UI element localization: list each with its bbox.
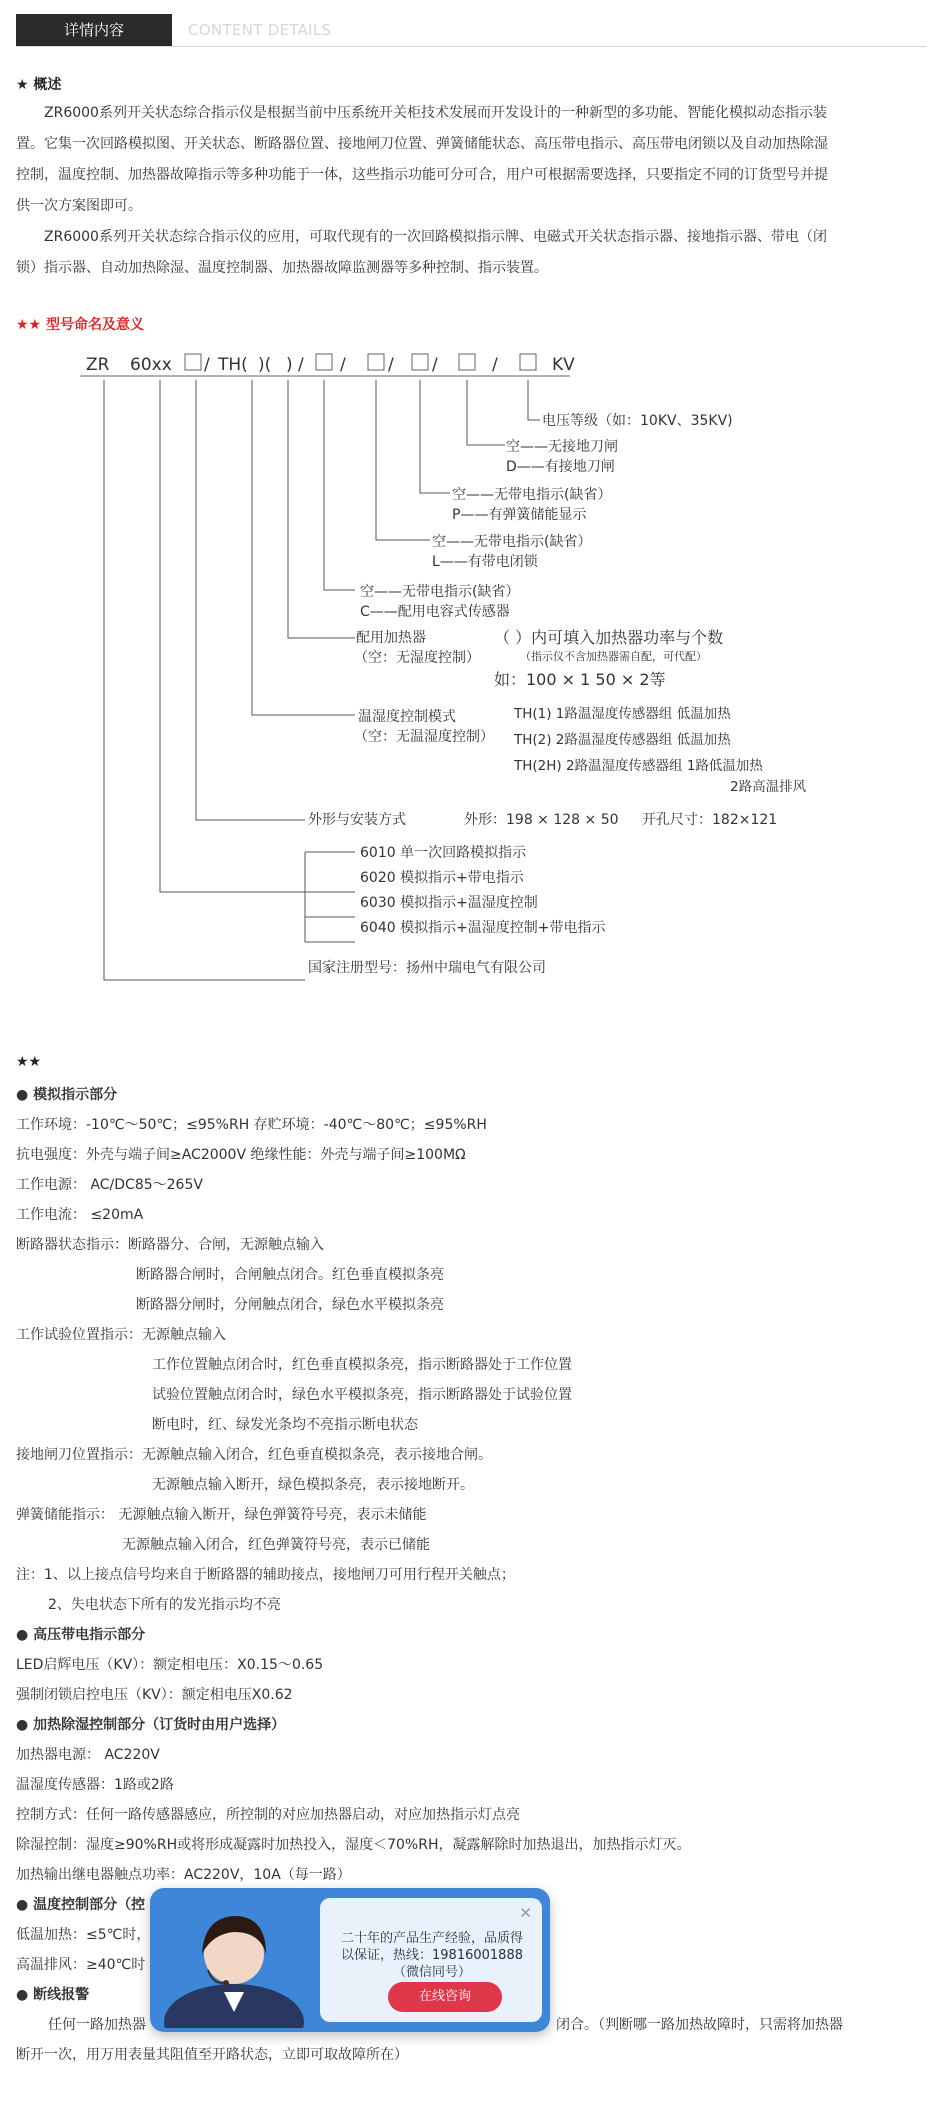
spec-note-2: 2、失电状态下所有的发光指示均不亮 [48, 1597, 281, 1613]
model-naming-heading: ★★ 型号命名及意义 [16, 317, 144, 333]
code-box-3 [368, 354, 384, 370]
code-60xx: 60xx [130, 355, 172, 375]
consult-popup[interactable] [150, 1888, 550, 2032]
spec-test-1: 工作试验位置指示：无源触点输入 [16, 1327, 226, 1343]
hv-title: ● 高压带电指示部分 [16, 1627, 146, 1643]
shape-label: 外形与安装方式 [308, 812, 406, 828]
spec-heat-5: 加热输出继电器触点功率：AC220V，10A（每一路） [16, 1867, 351, 1883]
voltage-label: 电压等级（如：10KV、35KV) [542, 413, 733, 429]
code-slash: / [432, 355, 438, 375]
spring-p: P——有弹簧储能显示 [452, 507, 587, 523]
overview-paragraph-2 [16, 222, 906, 284]
popup-text [330, 1930, 534, 1981]
spec-heat-2: 温湿度传感器：1路或2路 [16, 1777, 174, 1793]
code-box-2 [316, 354, 332, 370]
spec-power: 工作电源： AC/DC85～265V [16, 1177, 203, 1193]
th-2: TH(2) 2路温湿度传感器组 低温加热 [514, 732, 731, 748]
tab-bar [16, 14, 926, 47]
code-box-5 [459, 354, 475, 370]
overview-heading: ★ 概述 [16, 77, 62, 93]
spec-temp-1: 低温加热：≤5℃时， [16, 1927, 151, 1943]
heater-note: （指示仪不含加热器需自配，可代配） [520, 650, 707, 663]
spec-breaker-3: 断路器分闸时，分闸触点闭合，绿色水平模拟条亮 [136, 1297, 444, 1313]
th-label-note: （空：无温湿度控制） [354, 729, 494, 745]
model-6020: 6020 模拟指示+带电指示 [360, 870, 524, 886]
code-th-mid: )( [258, 355, 272, 375]
break-title: ● 断线报警 [16, 1987, 90, 2003]
specs-stars: ★★ [16, 1054, 42, 1070]
tab-details[interactable]: 详情内容 [16, 14, 172, 46]
spec-break-1a: 任何一路加热器 [48, 2017, 146, 2033]
th-1: TH(1) 1路温湿度传感器组 低温加热 [514, 706, 731, 722]
spec-ground-2: 无源触点输入断开，绿色模拟条亮，表示接地断开。 [152, 1477, 474, 1493]
spec-spring-1: 弹簧储能指示： 无源触点输入断开，绿色弹簧符号亮，表示未储能 [16, 1507, 427, 1523]
code-slash: / [388, 355, 394, 375]
popup-line: 以保证，热线：19816001888 [341, 1948, 523, 1963]
heater-fill: （ ）内可填入加热器功率与个数 [494, 628, 724, 647]
popup-panel [320, 1898, 542, 2022]
model-code-row [86, 354, 575, 375]
spring-empty: 空——无带电指示(缺省） [452, 487, 612, 503]
overview-paragraph-1 [16, 98, 906, 222]
overview-line: 供一次方案图即可。 [16, 198, 142, 214]
heater-label: 配用加热器 [356, 630, 426, 646]
spec-ground-1: 接地闸刀位置指示：无源触点输入闭合，红色垂直模拟条亮，表示接地合闸。 [16, 1447, 492, 1463]
service-agent-avatar [154, 1892, 314, 2028]
code-th-end: ) [286, 355, 293, 375]
spec-test-3: 试验位置触点闭合时，绿色水平模拟条亮，指示断路器处于试验位置 [152, 1387, 572, 1403]
spec-note-1: 注：1、以上接点信号均来自于断路器的辅助接点，接地闸刀可用行程开关触点； [16, 1567, 515, 1583]
shape-hole: 开孔尺寸：182×121 [642, 812, 778, 828]
lock-l: L——有带电闭锁 [432, 554, 538, 570]
spec-hv-2: 强制闭锁启控电压（KV）：额定相电压X0.62 [16, 1687, 293, 1703]
spec-heat-3: 控制方式：任何一路传感器感应，所控制的对应加热器启动，对应加热指示灯点亮 [16, 1807, 520, 1823]
model-6030: 6030 模拟指示+温湿度控制 [360, 895, 538, 911]
overview-line: ZR6000系列开关状态综合指示仪的应用，可取代现有的一次回路模拟指示牌、电磁式开关状态指示器、接地指示器、带电（闭 [44, 229, 827, 245]
spec-spring-2: 无源触点输入闭合，红色弹簧符号亮，表示已储能 [122, 1537, 430, 1553]
th-2h-b: 2路高温排风 [730, 779, 807, 795]
temp-title: ● 温度控制部分（控 [16, 1897, 146, 1913]
model-naming-diagram [0, 340, 928, 1000]
close-icon[interactable]: ✕ [519, 1904, 532, 1922]
code-box-4 [412, 354, 428, 370]
code-th: TH( [218, 355, 248, 375]
spec-test-2: 工作位置触点闭合时，红色垂直模拟条亮，指示断路器处于工作位置 [152, 1357, 572, 1373]
spec-break-1b: 闭合。（判断哪一路加热故障时，只需将加热器 [556, 2017, 843, 2033]
code-slash: / [340, 355, 346, 375]
overview-line: 控制，温度控制、加热器故障指示等多种功能于一体，这些指示功能可分可合，用户可根据需要选择，只要指定不同的订货型号并提 [16, 167, 828, 183]
overview-line: 置。它集一次回路模拟图、开关状态、断路器位置、接地闸刀位置、弹簧储能状态、高压带电指示、高压带电闭锁以及自动加热除湿 [16, 136, 828, 152]
model-6010: 6010 单一次回路模拟指示 [360, 845, 527, 861]
tab-content-details-caption: CONTENT DETAILS [188, 21, 332, 39]
cap-empty: 空——无带电指示(缺省） [360, 584, 520, 600]
spec-breaker-2: 断路器合闸时，合闸触点闭合。红色垂直模拟条亮 [136, 1267, 444, 1283]
spec-heat-1: 加热器电源： AC220V [16, 1747, 160, 1763]
cap-c: C——配用电容式传感器 [360, 604, 510, 620]
code-slash: / [492, 355, 498, 375]
spec-temp-2: 高温排风：≥40℃时 [16, 1957, 146, 1973]
spec-current: 工作电流： ≤20mA [16, 1207, 144, 1223]
spec-strength: 抗电强度：外壳与端子间≥AC2000V 绝缘性能：外壳与端子间≥100MΩ [16, 1147, 466, 1163]
spec-hv-1: LED启辉电压（KV）：额定相电压：X0.15～0.65 [16, 1657, 324, 1673]
ground-empty: 空——无接地刀闸 [506, 439, 618, 455]
heat-title: ● 加热除湿控制部分（订货时由用户选择） [16, 1717, 286, 1733]
spec-env: 工作环境：-10℃～50℃；≤95%RH 存贮环境：-40℃～80℃；≤95%RH [16, 1117, 487, 1133]
code-kv: KV [552, 355, 575, 375]
spec-breaker-1: 断路器状态指示：断路器分、合闸，无源触点输入 [16, 1237, 324, 1253]
registry: 国家注册型号：扬州中瑞电气有限公司 [308, 960, 546, 976]
code-box-6 [520, 354, 536, 370]
spec-test-4: 断电时，红、绿发光条均不亮指示断电状态 [152, 1417, 418, 1433]
code-slash: / [298, 355, 304, 375]
spec-heat-4: 除湿控制：湿度≥90%RH或将形成凝露时加热投入，湿度＜70%RH，凝露解除时加热退出，加热指示灯灭。 [16, 1837, 691, 1853]
th-2h: TH(2H) 2路温湿度传感器组 1路低温加热 [514, 758, 763, 774]
code-slash: / [204, 355, 210, 375]
ground-d: D——有接地刀闸 [506, 459, 615, 475]
model-6040: 6040 模拟指示+温湿度控制+带电指示 [360, 920, 606, 936]
sim-title: ● 模拟指示部分 [16, 1087, 118, 1103]
overview-line: ZR6000系列开关状态综合指示仪是根据当前中压系统开关柜技术发展而开发设计的一种新型的多功能、智能化模拟动态指示装 [44, 105, 827, 121]
popup-line: （微信同号） [392, 1965, 471, 1980]
overview-line: 锁）指示器、自动加热除湿、温度控制器、加热器故障监测器等多种控制、指示装置。 [16, 260, 548, 276]
code-box-1 [185, 354, 201, 370]
popup-line: 二十年的产品生产经验，品质得 [340, 1931, 523, 1946]
online-consult-button[interactable]: 在线咨询 [388, 1982, 502, 2012]
shape-size: 外形：198 × 128 × 50 [464, 812, 619, 828]
heater-label-note: （空：无湿度控制） [354, 650, 480, 666]
lock-empty: 空——无带电指示(缺省） [432, 534, 592, 550]
th-label: 温湿度控制模式 [358, 709, 456, 725]
spec-break-2: 断开一次，用万用表量其阻值至开路状态，立即可取故障所在） [16, 2047, 408, 2063]
code-zr: ZR [86, 355, 110, 375]
heater-example: 如：100 × 1 50 × 2等 [494, 670, 666, 689]
leader-lines [104, 380, 540, 980]
